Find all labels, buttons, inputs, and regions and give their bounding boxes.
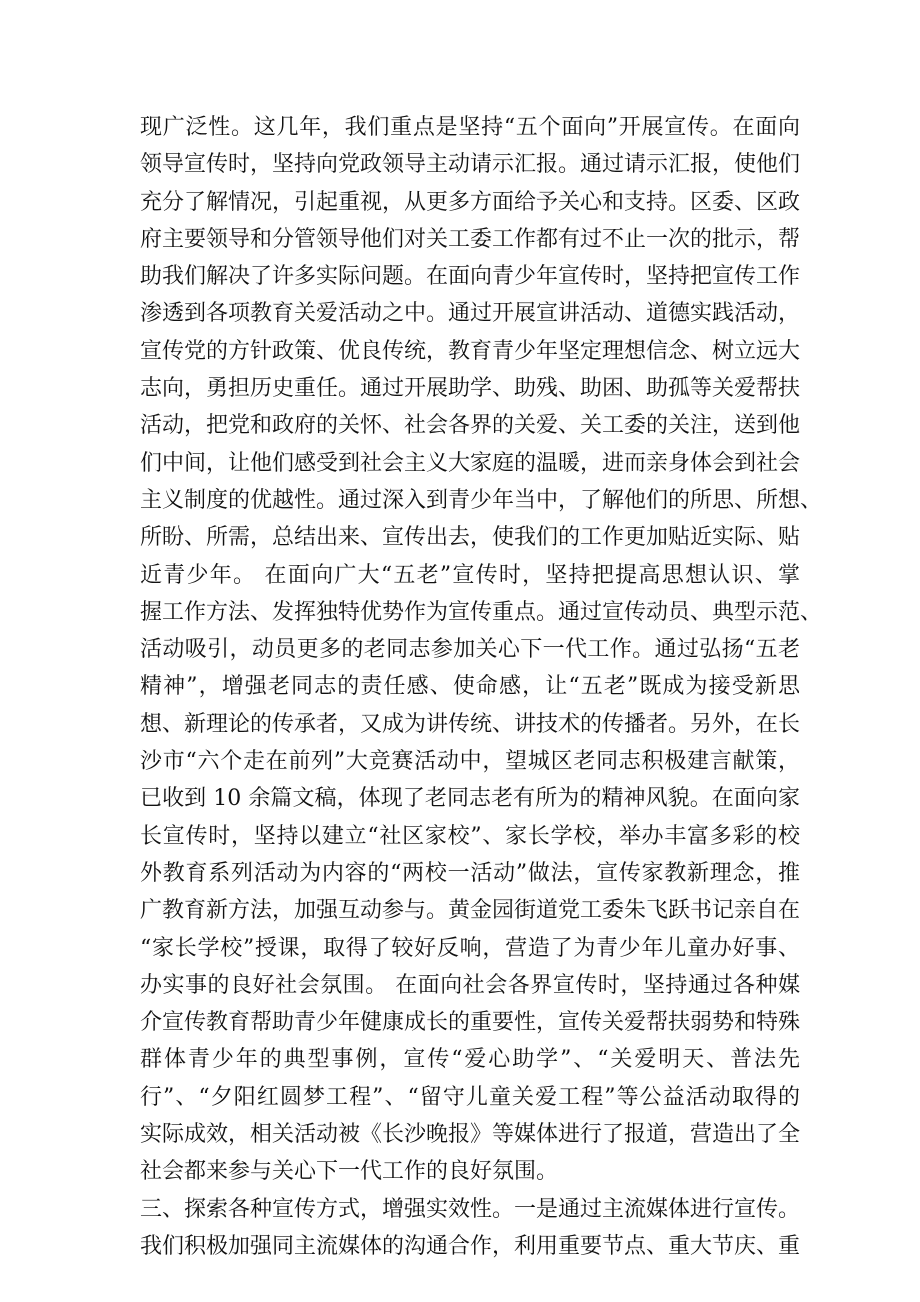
text-line: 助我们解决了许多实际问题。在面向青少年宣传时，坚持把宣传工作 xyxy=(140,264,801,290)
text-line: 实际成效，相关活动被《长沙晚报》等媒体进行了报道，营造出了全 xyxy=(140,1122,801,1148)
text-line: 办实事的良好社会氛围。 在面向社会各界宣传时，坚持通过各种媒 xyxy=(140,972,800,998)
text-line: 充分了解情况，引起重视，从更多方面给予关心和支持。区委、区政 xyxy=(140,189,801,215)
text-line: 外教育系列活动为内容的“两校一活动”做法，宣传家教新理念，推 xyxy=(140,860,800,886)
text-line: 长宣传时，坚持以建立“社区家校”、家长学校，举办丰富多彩的校 xyxy=(140,823,800,849)
text-line: 想、新理论的传承者，又成为讲传统、讲技术的传播者。另外，在长 xyxy=(140,711,801,737)
text-line: 领导宣传时，坚持向党政领导主动请示汇报。通过请示汇报，使他们 xyxy=(140,152,801,178)
text-line: 渗透到各项教育关爱活动之中。通过开展宣讲活动、道德实践活动， xyxy=(140,301,801,327)
text-line: 沙市“六个走在前列”大竞赛活动中，望城区老同志积极建言献策， xyxy=(140,749,800,775)
text-line: 介宣传教育帮助青少年健康成长的重要性，宣传关爱帮扶弱势和特殊 xyxy=(140,1010,801,1036)
text-line: “家长学校”授课，取得了较好反响，营造了为青少年儿童办好事、 xyxy=(140,935,800,961)
text-line: 府主要领导和分管领导他们对关工委工作都有过不止一次的批示，帮 xyxy=(140,226,801,252)
text-line: 已收到 10 余篇文稿，体现了老同志老有所为的精神风貌。在面向家 xyxy=(140,786,800,812)
text-line: 宣传党的方针政策、优良传统，教育青少年坚定理想信念、树立远大 xyxy=(140,338,801,364)
text-line: 广教育新方法，加强互动参与。黄金园街道党工委朱飞跃书记亲自在 xyxy=(140,898,801,924)
text-line: 活动吸引，动员更多的老同志参加关心下一代工作。通过弘扬“五老 xyxy=(140,637,800,663)
text-line: 现广泛性。这几年，我们重点是坚持“五个面向”开展宣传。在面向 xyxy=(140,115,800,140)
text-line: 社会都来参与关心下一代工作的良好氛围。 xyxy=(140,1159,559,1185)
text-line: 群体青少年的典型事例，宣传“爱心助学”、“关爱明天、普法先 xyxy=(140,1047,800,1073)
text-line: 们中间，让他们感受到社会主义大家庭的温暖，进而亲身体会到社会 xyxy=(140,450,801,476)
text-line: 握工作方法、发挥独特优势作为宣传重点。通过宣传动员、典型示范、 xyxy=(140,599,823,625)
text-line: 行”、“夕阳红圆梦工程”、“留守儿童关爱工程”等公益活动取得的 xyxy=(140,1084,800,1110)
text-line: 所盼、所需，总结出来、宣传出去，使我们的工作更加贴近实际、贴 xyxy=(140,525,801,551)
text-line: 主义制度的优越性。通过深入到青少年当中，了解他们的所思、所想、 xyxy=(140,487,823,513)
text-line: 我们积极加强同主流媒体的沟通合作，利用重要节点、重大节庆、重 xyxy=(140,1233,801,1259)
body-text xyxy=(140,109,823,1265)
text-line: 近青少年。 在面向广大“五老”宣传时，坚持把提高思想认识、掌 xyxy=(140,562,800,588)
text-line: 精神”，增强老同志的责任感、使命感，让“五老”既成为接受新思 xyxy=(140,674,800,700)
text-line: 志向，勇担历史重任。通过开展助学、助残、助困、助孤等关爱帮扶 xyxy=(140,376,801,402)
text-line: 三、探索各种宣传方式，增强实效性。一是通过主流媒体进行宣传。 xyxy=(140,1196,801,1222)
text-line: 活动，把党和政府的关怀、社会各界的关爱、关工委的关注，送到他 xyxy=(140,413,801,439)
